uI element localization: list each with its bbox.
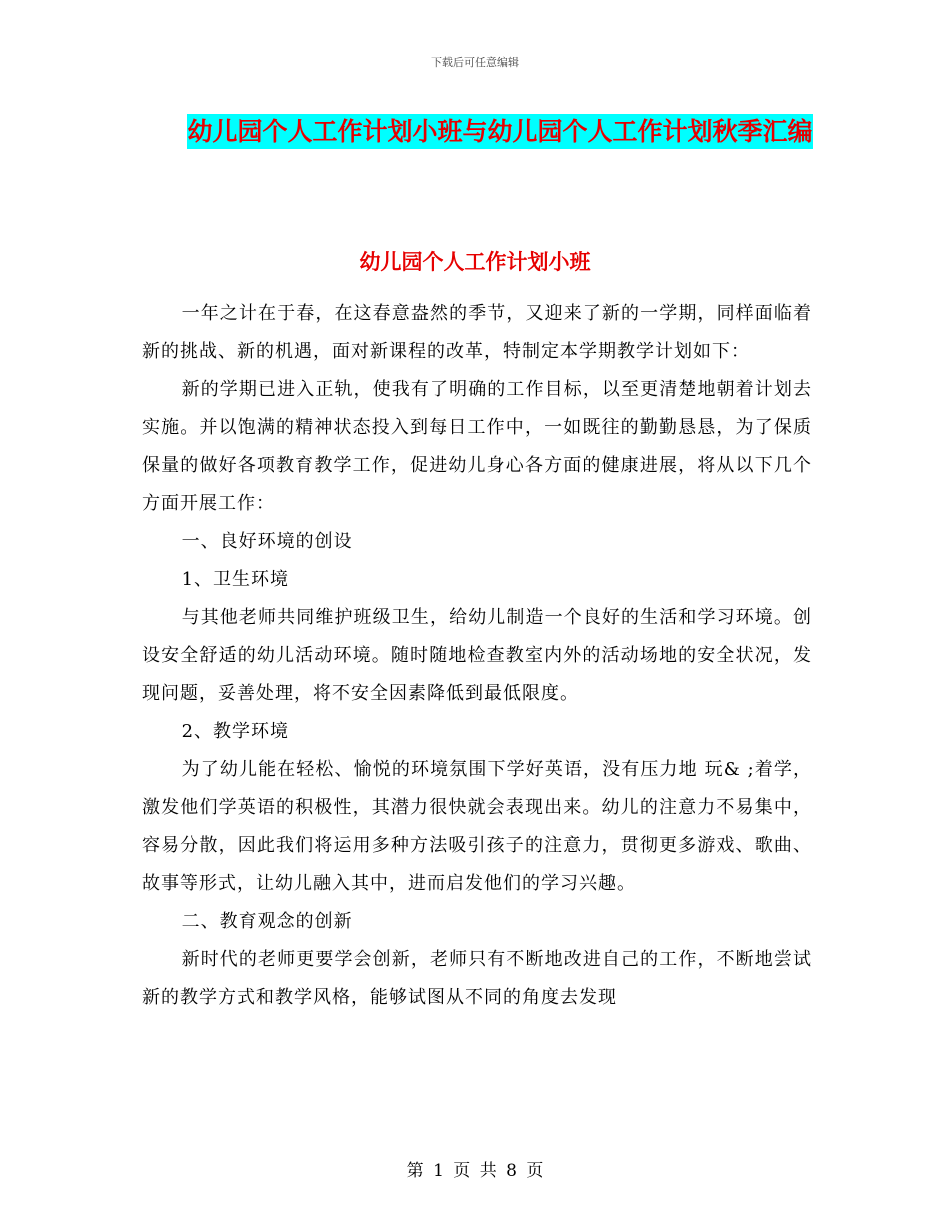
paragraph: 一年之计在于春，在这春意盎然的季节，又迎来了新的一学期，同样面临着新的挑战、新的机遇，面对新课程的改革，特制定本学期教学计划如下： xyxy=(142,303,812,362)
section-title: 幼儿园个人工作计划小班 xyxy=(359,250,591,274)
paragraph: 新的学期已进入正轨，使我有了明确的工作目标，以至更清楚地朝着计划去实施。并以饱满的精神状态投入到每日工作中，一如既往的勤勤恳恳，为了保质保量的做好各项教育教学工作，促进幼儿身心各方面的健康进展，将从以下几个方面开展工作： xyxy=(142,379,812,514)
paragraph: 为了幼儿能在轻松、愉悦的环境氛围下学好英语，没有压力地 玩& ;着学，激发他们学英语的积极性，其潜力很快就会表现出来。幼儿的注意力不易集中，容易分散，因此我们将运用多种方法吸引孩子的注意力，贯彻更多游戏、歌曲、故事等形式，让幼儿融入其中，进而启发他们的学习兴趣。 xyxy=(142,759,812,894)
subheading-hygiene: 1、卫生环境 xyxy=(181,569,290,590)
document-title-text: 幼儿园个人工作计划小班与幼儿园个人工作计划秋季汇编 xyxy=(187,114,812,149)
subheading-teaching: 2、教学环境 xyxy=(181,721,290,742)
header-note: 下载后可任意编辑 xyxy=(431,56,519,69)
heading-environment: 一、良好环境的创设 xyxy=(181,531,353,552)
document-title xyxy=(140,112,860,152)
paragraph: 新时代的老师更要学会创新，老师只有不断地改进自己的工作，不断地尝试新的教学方式和教学风格，能够试图从不同的角度去发现 xyxy=(142,949,812,1008)
document-body xyxy=(142,295,812,1017)
paragraph: 与其他老师共同维护班级卫生，给幼儿制造一个良好的生活和学习环境。创设安全舒适的幼儿活动环境。随时随地检查教室内外的活动场地的安全状况，发现问题，妥善处理，将不安全因素降低到最低限度。 xyxy=(142,607,812,704)
page-footer: 第 1 页 共 8 页 xyxy=(406,1161,544,1181)
heading-innovation: 二、教育观念的创新 xyxy=(181,911,353,932)
